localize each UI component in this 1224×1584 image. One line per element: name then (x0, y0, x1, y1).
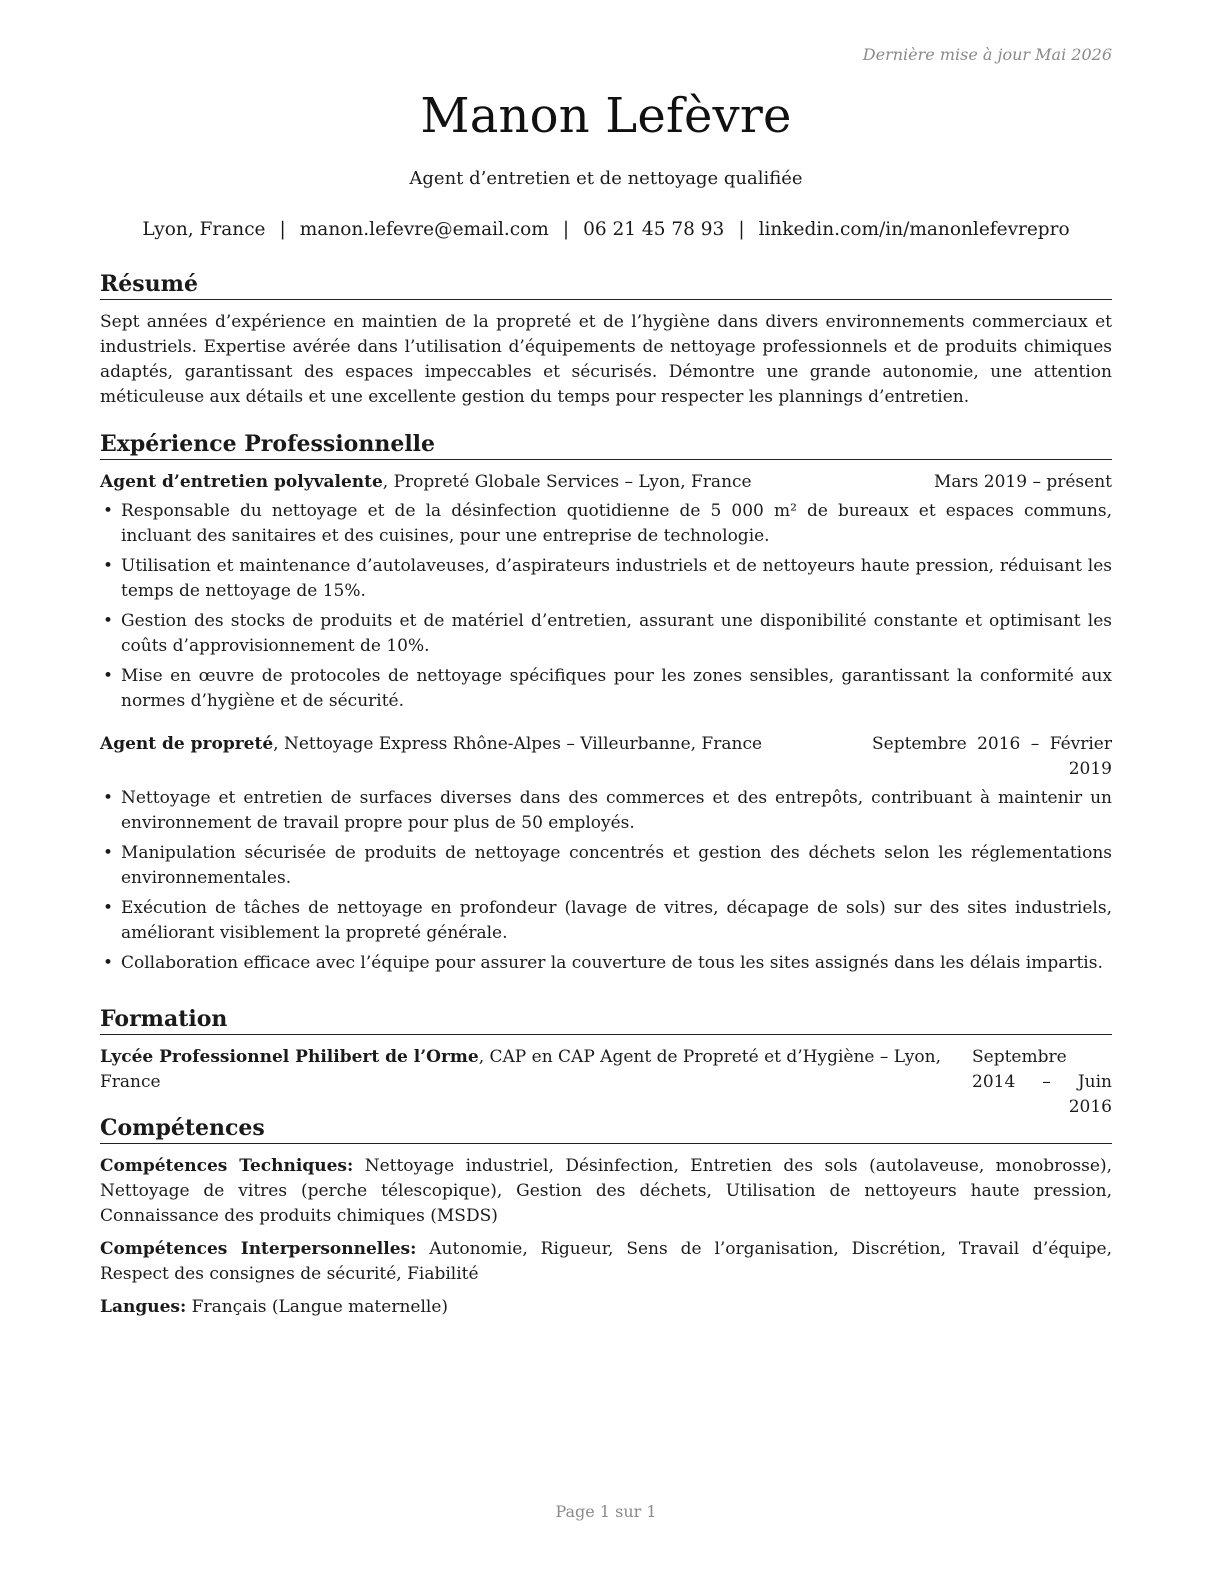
job-role: Agent d’entretien polyvalente (100, 472, 383, 492)
summary-text: Sept années d’expérience en maintien de la propreté et de l’hygiène dans divers environnements commerciaux et industriels. Expertise avérée dans l’utilisation d’équipements de nettoyage professionnels et de produits chimiques adaptés, garantissant des espaces impeccables et sécurisés. Démontre une grande autonomie, une attention méticuleuse aux détails et une excellente gestion du temps pour respecter les plannings d’entretien. (100, 312, 1112, 407)
job-bullet: • Nettoyage et entretien de surfaces diverses dans des commerces et des entrepôts, contribuant à maintenir un environnement de travail propre pour plus de 50 employés. (100, 786, 1112, 836)
skill-text: Autonomie, Rigueur, Sens de l’organisation, Discrétion, Travail d’équipe, Respect des consignes de sécurité, Fiabilité (100, 1239, 1113, 1284)
candidate-name: Manon Lefèvre (420, 88, 792, 144)
skill-group-technical (100, 1154, 1112, 1229)
job-bullets (100, 786, 1112, 976)
skills-section (100, 1114, 1112, 1328)
job-company: , Nettoyage Express Rhône-Alpes – Villeurbanne, France (273, 734, 763, 754)
job-dates: Mars 2019 – présent (933, 472, 1112, 492)
last-updated: Dernière mise à jour Mai 2026 (862, 45, 1112, 64)
contact-email[interactable]: manon.lefevre@email.com (299, 219, 549, 240)
page-number: Page 1 sur 1 (555, 1502, 657, 1521)
job-role: Agent de propreté (100, 734, 274, 754)
skill-group-languages (100, 1295, 1112, 1320)
contact-separator: | (279, 219, 286, 240)
job-entry (100, 470, 1112, 714)
job-bullet: • Responsable du nettoyage et de la désinfection quotidienne de 5 000 m² de bureaux et espaces communs, incluant des sanitaires et des cuisines, pour une entreprise de technologie. (100, 499, 1112, 549)
skill-text: Nettoyage industriel, Désinfection, Entretien des sols (autolaveuse, monobrosse), Nettoyage de vitres (perche télescopique), Gestion des déchets, Utilisation de nettoyeurs haute pression, Connaissance des produits chimiques (MSDS) (100, 1156, 1112, 1226)
job-bullet: • Utilisation et maintenance d’autolaveuses, d’aspirateurs industriels et de nettoyeurs haute pression, réduisant les temps de nettoyage de 15%. (100, 554, 1112, 604)
job-header (100, 470, 1112, 495)
contact-phone[interactable]: 06 21 45 78 93 (583, 219, 725, 240)
contact-linkedin[interactable]: linkedin.com/in/manonlefevrepro (758, 219, 1070, 240)
job-bullet: • Collaboration efficace avec l’équipe pour assurer la couverture de tous les sites assignés dans les délais impartis. (100, 951, 1112, 976)
job-entry (100, 732, 1112, 976)
experience-section (100, 430, 1112, 981)
job-bullet: • Mise en œuvre de protocoles de nettoyage spécifiques pour les zones sensibles, garantissant la conformité aux normes d’hygiène et de sécurité. (100, 664, 1112, 714)
education-school: Lycée Professionnel Philibert de l’Orme (100, 1047, 479, 1067)
skill-label: Compétences Techniques: (100, 1156, 354, 1176)
education-details: , CAP en CAP Agent de Propreté et d’Hygiène – Lyon, France (100, 1047, 941, 1092)
resume-page (100, 0, 1112, 1584)
education-dates: Septembre 2014 – Juin 2016 (972, 1047, 1112, 1117)
skill-label: Langues: (100, 1297, 187, 1317)
job-bullets (100, 499, 1112, 714)
contact-location: Lyon, France (142, 219, 266, 240)
contact-separator: | (562, 219, 570, 240)
contact-separator: | (738, 219, 745, 240)
skill-text: Français (Langue maternelle) (186, 1297, 449, 1317)
education-description (100, 1045, 972, 1120)
skill-group-interpersonal (100, 1237, 1112, 1287)
summary-title: Résumé (100, 270, 1112, 300)
job-header (100, 732, 1112, 782)
education-title: Formation (100, 1005, 1112, 1035)
job-dates: Septembre 2016 – Février 2019 (872, 734, 1112, 779)
job-bullet: • Manipulation sécurisée de produits de nettoyage concentrés et gestion des déchets selon les réglementations environnementales. (100, 841, 1112, 891)
education-section (100, 1005, 1112, 1120)
skill-label: Compétences Interpersonnelles: (100, 1239, 417, 1259)
skills-title: Compétences (100, 1114, 1112, 1144)
summary-section (100, 270, 1112, 410)
job-company: , Propreté Globale Services – Lyon, France (382, 472, 752, 492)
contact-line (100, 219, 1112, 240)
education-entry (100, 1045, 1112, 1120)
job-position (100, 732, 872, 757)
job-bullet: • Gestion des stocks de produits et de matériel d’entretien, assurant une disponibilité constante et optimisant les coûts d’approvisionnement de 10%. (100, 609, 1112, 659)
job-bullet: • Exécution de tâches de nettoyage en profondeur (lavage de vitres, décapage de sols) sur des sites industriels, améliorant visiblement la propreté générale. (100, 896, 1112, 946)
job-position (100, 470, 934, 495)
job-headline: Agent d’entretien et de nettoyage qualifiée (409, 168, 803, 189)
experience-title: Expérience Professionnelle (100, 430, 1112, 460)
